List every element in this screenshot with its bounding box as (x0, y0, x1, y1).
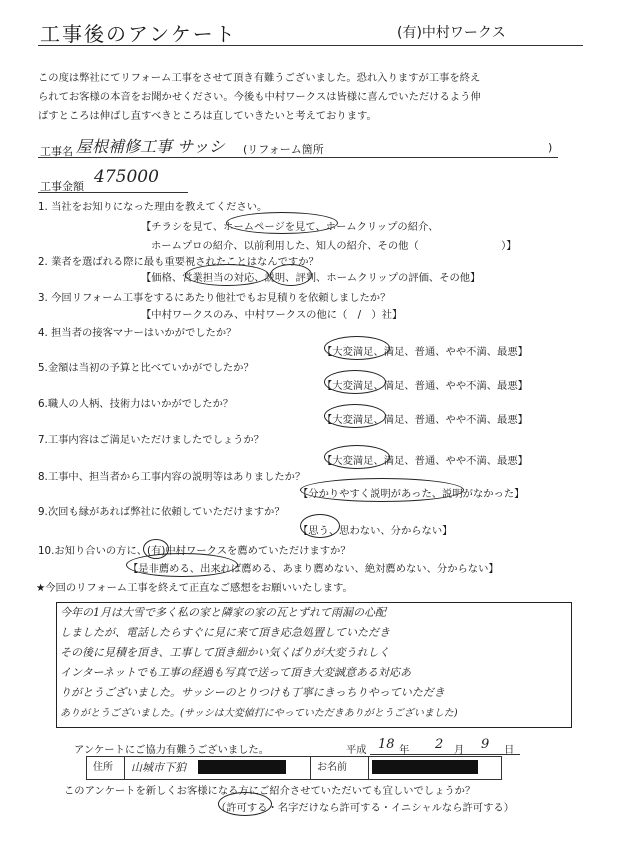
answer-circle (324, 404, 386, 428)
date-day-unit: 日 (504, 744, 515, 756)
address-value: 山城市下狛 (125, 757, 311, 779)
comment-line: 今年の1月は大雪で多く私の家と隣家の家の瓦とずれて雨漏の心配 (60, 606, 386, 619)
comment-line: インターネットでも工事の経過も写真で送って頂き大変誠意ある対応あ (60, 666, 412, 679)
date-month: 2 (435, 737, 444, 752)
question-2-options: 【価格、営業担当の対応、説明、評判、ホームクリップの評価、その他】 (141, 272, 481, 284)
intro-line: られてお客様の本音をお聞かせください。今後も中村ワークスは皆様に喜んでいただけるよう伸 (38, 91, 481, 103)
question-3: 3. 今回リフォーム工事をするにあたり他社でもお見積りを依頼しましたか？ (38, 292, 391, 304)
question-7: 7.工事内容はご満足いただけましたでしょうか？ (38, 434, 265, 446)
amount-value: 475000 (94, 167, 159, 187)
answer-circle (324, 445, 390, 469)
question-6-options: 【大変満足、満足、普通、やや不満、最悪】 (322, 414, 528, 426)
work-name-suffix: (リフォーム箇所 (243, 143, 324, 156)
intro-text (38, 69, 598, 126)
comment-line: しましたが、電話したらすぐに見に来て頂き応急処置していただき (60, 626, 390, 639)
answer-circle (126, 553, 238, 577)
thanks-text: アンケートにご協力有難うございました。 (74, 744, 270, 756)
question-4: 4. 担当者の接客マナーはいかがでしたか？ (38, 327, 237, 339)
question-1-options: 【チラシを見て、ホームページを見て、ホームクリップの紹介、 (141, 221, 439, 233)
date-year: 18 (378, 737, 395, 752)
answer-circle (143, 539, 169, 559)
address-label: 住所 (87, 757, 125, 779)
answer-circle (324, 370, 386, 394)
work-name-value: 屋根補修工事 サッシ (76, 137, 225, 156)
answer-circle (185, 264, 269, 286)
work-name-close: ) (548, 141, 553, 154)
question-10-options: 【是非薦める、出来れば薦める、あまり薦めない、絶対薦めない、分からない】 (128, 563, 499, 575)
redaction-bar (372, 760, 478, 774)
question-10: 10.お知り合いの方に、(有)中村ワークスを薦めていただけますか？ (38, 545, 351, 557)
answer-circle (300, 478, 464, 502)
comment-line: その後に見積を頂き、工事して頂き細かい気くばりが大変うれしく (60, 646, 390, 659)
question-8-options: 【分かりやすく説明があった、説明がなかった】 (298, 488, 525, 500)
question-7-options: 【大変満足、満足、普通、やや不満、最悪】 (322, 455, 528, 467)
intro-line: ばすところは伸ばし直すべきところは直していきたいと考えております。 (38, 110, 377, 122)
question-3-options: 【中村ワークスのみ、中村ワークスの他に（ / ）社】 (141, 309, 403, 321)
date-month-unit: 月 (454, 744, 465, 756)
comment-prompt: ★今回のリフォーム工事を終えて正直なご感想をお願いいたします。 (36, 582, 353, 594)
amount-label: 工事金額 (40, 180, 84, 193)
question-5-options: 【大変満足、満足、普通、やや不満、最悪】 (322, 380, 528, 392)
date-underline (370, 754, 520, 755)
answer-circle (324, 336, 390, 360)
question-9-options: 【思う、思わない、分からない】 (298, 525, 453, 537)
company-name: (有)中村ワークス (397, 25, 506, 41)
answer-circle (270, 264, 312, 286)
redaction-bar (198, 760, 286, 774)
date-year-unit: 年 (399, 744, 410, 756)
question-2: 2. 業者を選ばれる際に最も重要視されたことはなんですか？ (38, 256, 319, 268)
comment-line: ありがとうございました。(サッシは大変値打にやっていただきありがとうございました) (60, 708, 458, 719)
date-day: 9 (481, 737, 490, 752)
work-name-label: 工事名 (40, 145, 73, 158)
date-era: 平成 (346, 744, 367, 756)
question-5: 5.金額は当初の予算と比べていかがでしたか？ (38, 362, 254, 374)
question-9: 9.次回も縁があれば弊社に依頼していただけますか？ (38, 506, 285, 518)
question-6: 6.職人の人柄、技術力はいかがでしたか？ (38, 398, 234, 410)
work-name-underline (38, 157, 558, 158)
intro-line: この度は弊社にてリフォーム工事をさせて頂き有難うございました。恐れ入りますが工事を終え (38, 72, 481, 84)
name-label: お名前 (311, 757, 369, 779)
header-rule (38, 45, 583, 46)
permission-text: このアンケートを新しくお客様になる方にご紹介させていただいても宜しいでしょうか？ (64, 785, 476, 797)
answer-circle (226, 212, 338, 234)
answer-circle (218, 792, 272, 816)
question-8: 8.工事中、担当者から工事内容の説明等はありましたか？ (38, 471, 306, 483)
question-4-options: 【大変満足、満足、普通、やや不満、最悪】 (322, 346, 528, 358)
answer-circle (300, 514, 340, 538)
comment-line: りがとうございました。サッシーのとりつけも丁寧にきっちりやっていただき (60, 686, 445, 699)
question-1: 1. 当社をお知りになった理由を教えてください。 (38, 201, 268, 213)
page-title: 工事後のアンケート (40, 22, 237, 46)
amount-underline (38, 192, 188, 193)
permission-options: （許可する・名字だけなら許可する・イニシャルなら許可する） (216, 802, 514, 814)
question-1-options-cont: ホームプロの紹介、以前利用した、知人の紹介、その他（ ）】 (151, 240, 517, 252)
